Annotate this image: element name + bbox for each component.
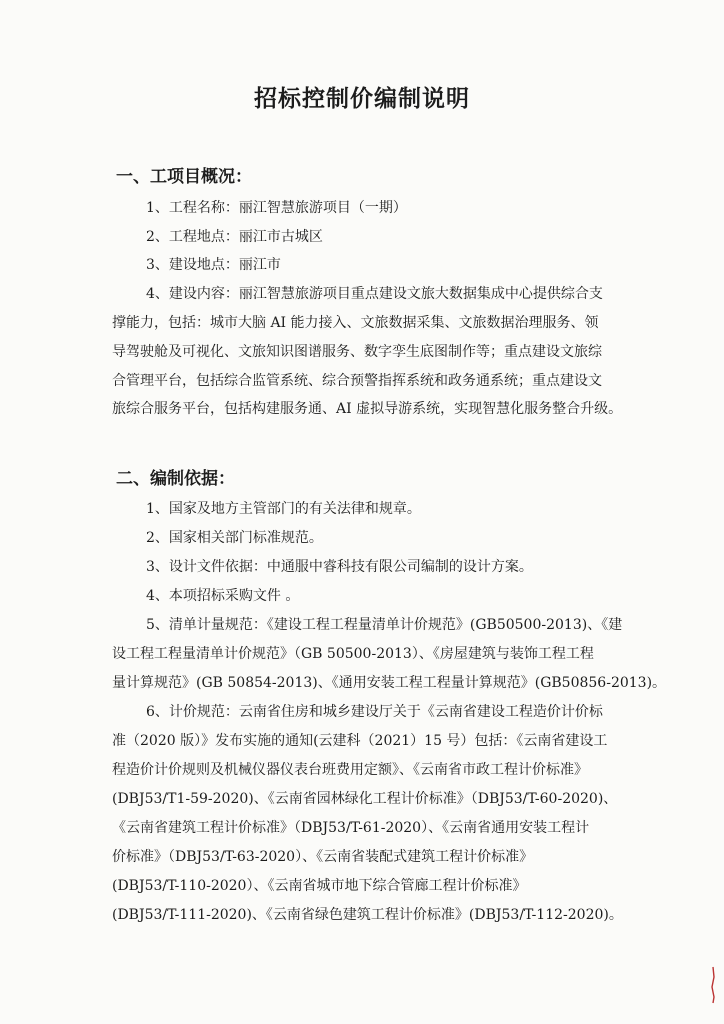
text-line: 3、建设地点：丽江市 — [146, 257, 281, 273]
text-line: 1、工程名称：丽江智慧旅游项目（一期） — [146, 200, 407, 216]
text-line: 《云南省建筑工程计价标准》（DBJ53/T-61-2020）、《云南省通用安装工程计 — [112, 820, 590, 836]
text-line: (DBJ53/T1-59-2020)、《云南省园林绿化工程计价标准》（DBJ53/T-60-2020)、 — [112, 791, 618, 807]
text-line: 量计算规范》(GB 50854-2013)、《通用安装工程工程量计算规范》(GB50856-2013)。 — [112, 675, 667, 691]
text-line: 2、国家相关部门标准规范。 — [146, 530, 323, 546]
text-line: 设工程工程量清单计价规范》（GB 50500-2013）、《房屋建筑与装饰工程工程 — [112, 646, 594, 662]
page-title: 招标控制价编制说明 — [254, 86, 470, 112]
text-line: 导驾驶舱及可视化、文旅知识图谱服务、数字孪生底图制作等；重点建设文旅综 — [112, 344, 602, 360]
text-line: 5、清单计量规范：《建设工程工程量清单计价规范》(GB50500-2013)、《建 — [146, 617, 623, 633]
text-line: 程造价计价规则及机械仪器仪表台班费用定额》、《云南省市政工程计价标准》 — [112, 762, 588, 778]
text-line: 6、计价规范：云南省住房和城乡建设厅关于《云南省建设工程造价计价标 — [146, 704, 603, 720]
text-line: 1、国家及地方主管部门的有关法律和规章。 — [146, 501, 421, 517]
section-heading-overview: 一、工项目概况： — [116, 167, 252, 187]
text-line: 4、本项招标采购文件 。 — [146, 588, 300, 604]
text-line: 3、设计文件依据：中通服中睿科技有限公司编制的设计方案。 — [146, 559, 533, 575]
text-line: 准（2020 版）》发布实施的通知(云建科（2021）15 号）包括：《云南省建设工 — [112, 733, 608, 749]
text-line: 旅综合服务平台，包括构建服务通、AI 虚拟导游系统，实现智慧化服务整合升级。 — [112, 401, 623, 417]
text-line: (DBJ53/T-111-2020)、《云南省绿色建筑工程计价标准》(DBJ53/T-112-2020)。 — [112, 907, 623, 923]
text-line: 合管理平台，包括综合监管系统、综合预警指挥系统和政务通系统；重点建设文 — [112, 373, 602, 389]
text-line: 2、工程地点：丽江市古城区 — [146, 229, 323, 245]
seal-mark-icon — [710, 965, 716, 1005]
text-line: 撑能力，包括：城市大脑 AI 能力接入、文旅数据采集、文旅数据治理服务、领 — [112, 315, 599, 331]
text-line: 4、建设内容：丽江智慧旅游项目重点建设文旅大数据集成中心提供综合支 — [146, 286, 603, 302]
text-line: (DBJ53/T-110-2020）、《云南省城市地下综合管廊工程计价标准》 — [112, 878, 527, 894]
text-line: 价标准》（DBJ53/T-63-2020）、《云南省装配式建筑工程计价标准》 — [112, 849, 534, 865]
section-heading-basis: 二、编制依据： — [116, 469, 235, 489]
